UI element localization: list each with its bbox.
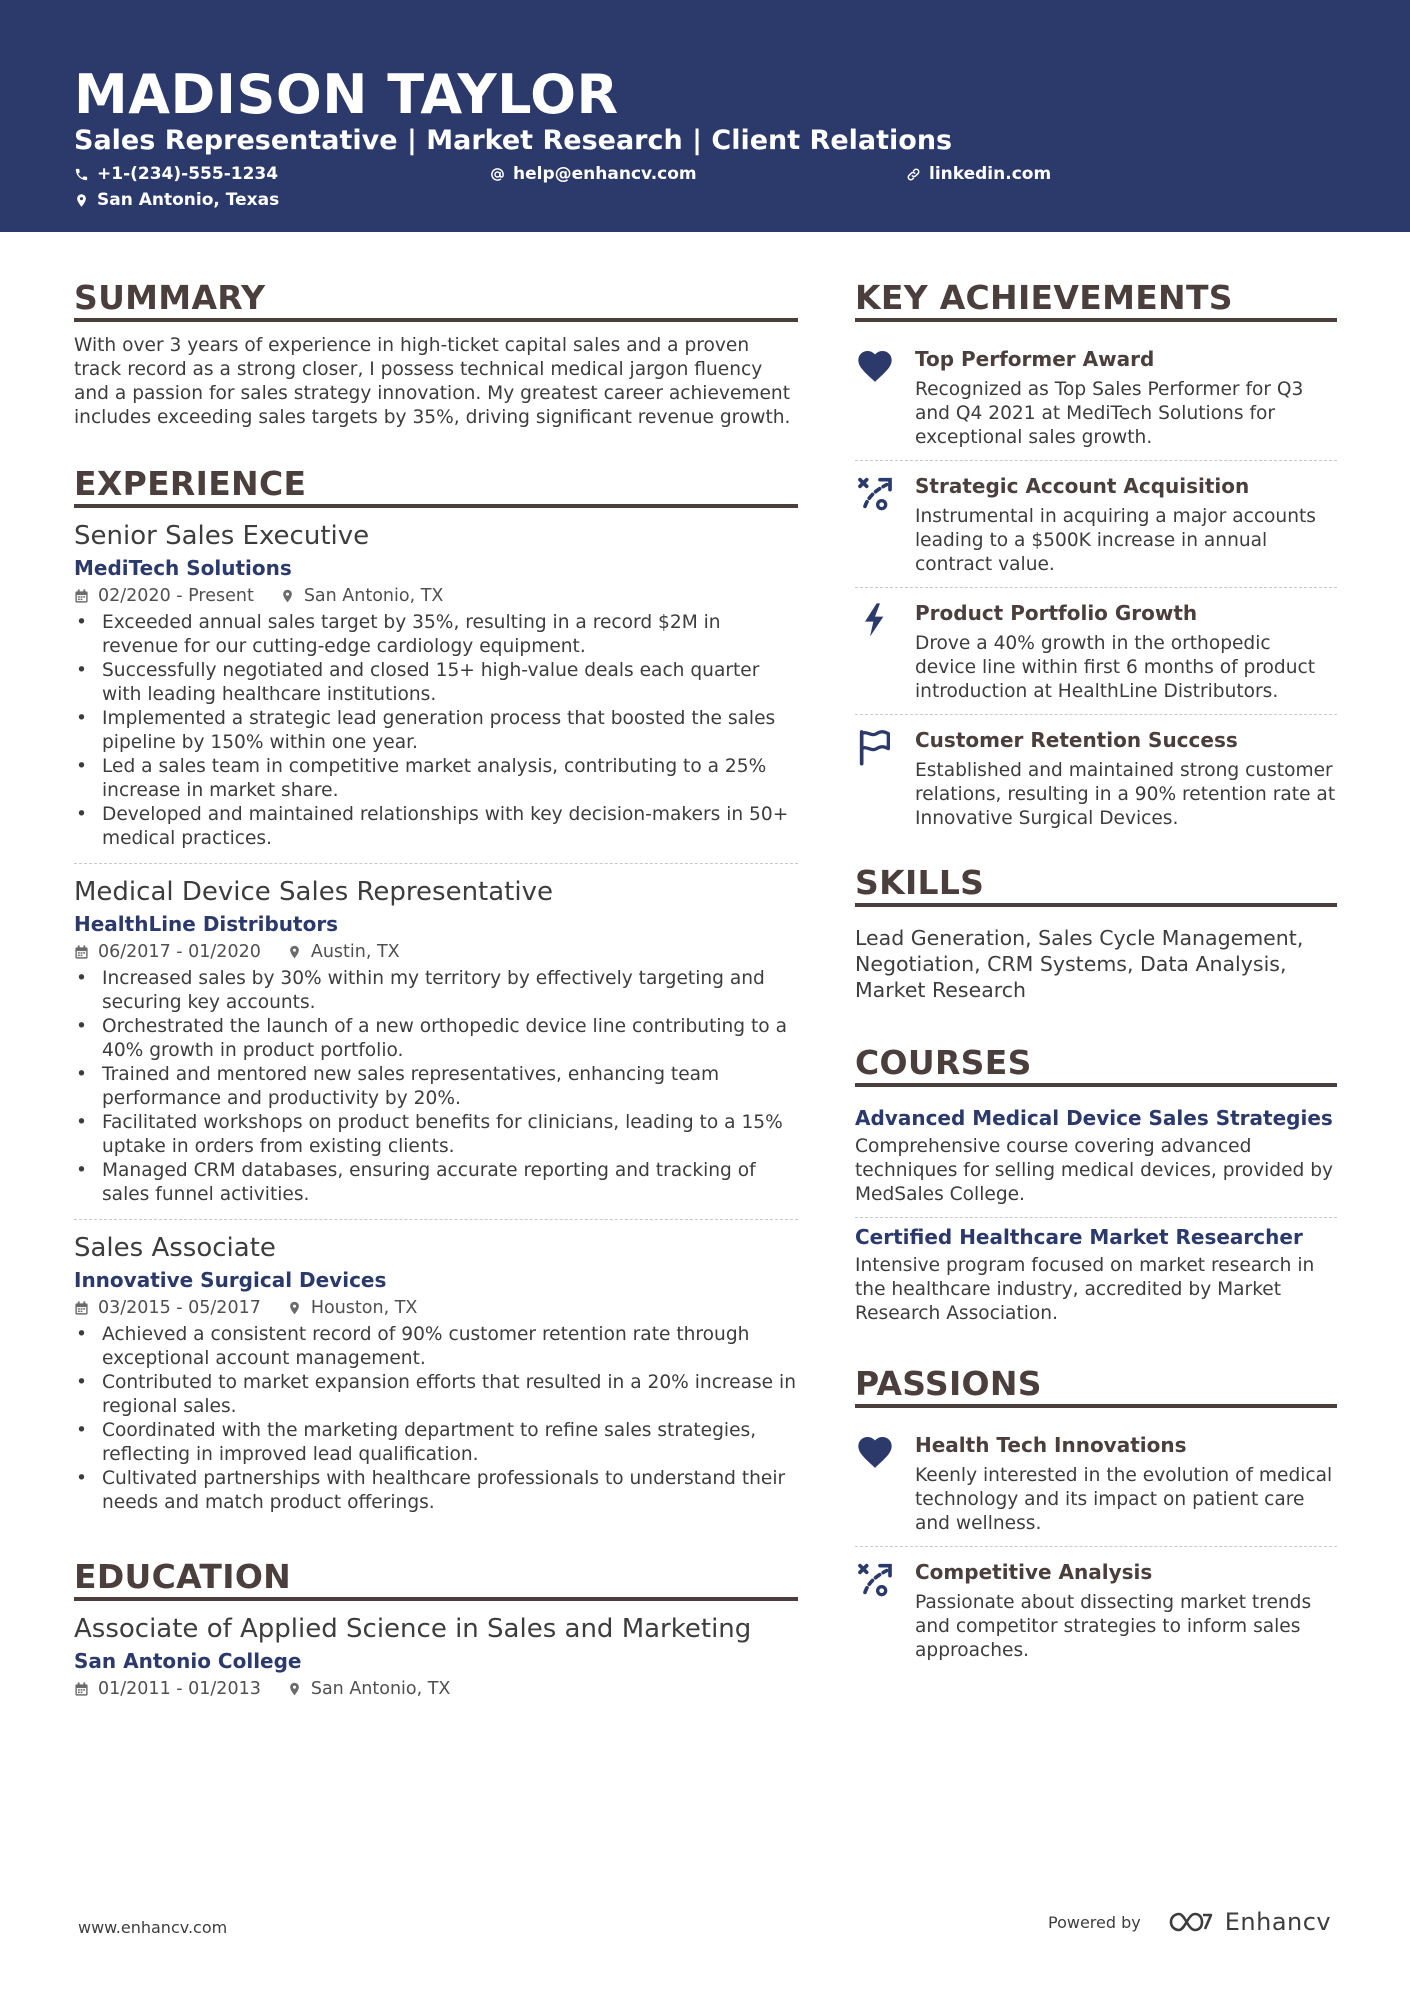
job-location xyxy=(287,1296,418,1320)
summary-text: With over 3 years of experience in high-ticket capital sales and a proven track record as a strong closer, I possess technical medical jargon fluency and a passion for sales strategy innovation. My greatest career achievement includes exceeding sales targets by 35%, driving significant revenue growth. xyxy=(74,335,791,428)
passions-section xyxy=(855,1364,1337,1673)
link-icon xyxy=(906,167,921,182)
job-dates: 06/2017 - 01/2020 xyxy=(98,942,261,962)
summary-section xyxy=(74,278,798,430)
passion-item xyxy=(855,1547,1337,1673)
achievement-desc: Established and maintained strong customer relations, resulting in a 90% retention rate at Innovative Surgical Devices. xyxy=(915,760,1336,829)
calendar-icon xyxy=(74,1300,89,1316)
brand-name: Enhancv xyxy=(1224,1908,1332,1936)
bullet-item: • Contributed to market expansion efforts that resulted in a 20% increase in regional sales. xyxy=(74,1371,798,1419)
experience-section xyxy=(74,464,798,1527)
company-name: HealthLine Distributors xyxy=(74,912,339,936)
achievement-item xyxy=(855,461,1337,588)
flag-icon xyxy=(855,727,895,767)
bullet-item: • Successfully negotiated and closed 15+ high-value deals each quarter with leading healthcare institutions. xyxy=(74,659,798,707)
achievement-item xyxy=(855,715,1337,841)
job-dates: 03/2015 - 05/2017 xyxy=(98,1298,261,1318)
achievement-desc: Recognized as Top Sales Performer for Q3 and Q4 2021 at MediTech Solutions for exceptional sales growth. xyxy=(915,379,1304,448)
achievement-title: Customer Retention Success xyxy=(915,728,1238,752)
bullet-item: • Achieved a consistent record of 90% customer retention rate through exceptional account management. xyxy=(74,1323,798,1371)
course-desc: Comprehensive course covering advanced techniques for selling medical devices, provided by MedSales College. xyxy=(855,1136,1334,1205)
candidate-headline: Sales Representative | Market Research | Client Relations xyxy=(74,125,953,156)
job-bullets xyxy=(74,611,798,851)
job-meta xyxy=(74,1296,798,1320)
strategy-icon xyxy=(855,473,895,513)
resume-header xyxy=(0,0,1410,232)
heart-icon xyxy=(855,346,895,386)
bullet-item: • Facilitated workshops on product benefits for clinicians, leading to a 15% uptake in orders from existing clients. xyxy=(74,1111,798,1159)
linkedin-text: linkedin.com xyxy=(929,164,1052,184)
bullet-item: • Coordinated with the marketing department to refine sales strategies, reflecting in improved lead qualification. xyxy=(74,1419,798,1467)
education-heading: EDUCATION xyxy=(74,1557,798,1601)
job-dates: 02/2020 - Present xyxy=(98,586,254,606)
experience-heading: EXPERIENCE xyxy=(74,464,798,508)
job-location-text: Houston, TX xyxy=(310,1298,418,1318)
achievement-title: Product Portfolio Growth xyxy=(915,601,1198,625)
location-pin-icon xyxy=(287,944,302,960)
location-text: San Antonio, Texas xyxy=(97,190,280,210)
achievement-item xyxy=(855,588,1337,715)
left-column xyxy=(74,278,798,1735)
job-title: Senior Sales Executive xyxy=(74,521,370,551)
job-meta xyxy=(74,584,798,608)
company-name: MediTech Solutions xyxy=(74,556,292,580)
job-location-text: Austin, TX xyxy=(310,942,400,962)
heart-icon xyxy=(855,1432,895,1472)
skills-heading: SKILLS xyxy=(855,863,1337,907)
summary-heading: SUMMARY xyxy=(74,278,798,322)
achievement-title: Top Performer Award xyxy=(915,347,1155,371)
skills-section xyxy=(855,863,1337,1003)
course-item xyxy=(855,1218,1337,1336)
course-title: Certified Healthcare Market Researcher xyxy=(855,1225,1303,1249)
footer-website[interactable]: www.enhancv.com xyxy=(78,1918,228,1937)
location-pin-icon xyxy=(74,193,89,208)
powered-by-label: Powered by xyxy=(1048,1912,1141,1932)
achievement-item xyxy=(855,334,1337,461)
achievements-heading: KEY ACHIEVEMENTS xyxy=(855,278,1337,322)
bullet-item: • Trained and mentored new sales representatives, enhancing team performance and productivity by 20%. xyxy=(74,1063,798,1111)
education-section xyxy=(74,1557,798,1701)
calendar-icon xyxy=(74,588,89,604)
course-title: Advanced Medical Device Sales Strategies xyxy=(855,1106,1333,1130)
enhancv-logo[interactable] xyxy=(1167,1908,1331,1936)
education-location xyxy=(287,1677,451,1701)
job-bullets xyxy=(74,1323,798,1515)
contact-location xyxy=(74,189,279,211)
skills-text: Lead Generation, Sales Cycle Management, Negotiation, CRM Systems, Data Analysis, Market Research xyxy=(855,926,1304,1002)
location-pin-icon xyxy=(287,1300,302,1316)
bullet-item: • Exceeded annual sales target by 35%, resulting in a record $2M in revenue for our cutting-edge cardiology equipment. xyxy=(74,611,798,659)
education-dates: 01/2011 - 01/2013 xyxy=(98,1679,261,1699)
course-desc: Intensive program focused on market research in the healthcare industry, accredited by Market Research Association. xyxy=(855,1255,1315,1324)
job-entry xyxy=(74,520,798,864)
achievements-section xyxy=(855,278,1337,841)
candidate-name: MADISON TAYLOR xyxy=(74,63,619,126)
job-location xyxy=(287,940,400,964)
passions-heading: PASSIONS xyxy=(855,1364,1337,1408)
bullet-item: • Implemented a strategic lead generation process that boosted the sales pipeline by 150% within one year. xyxy=(74,707,798,755)
achievement-desc: Instrumental in acquiring a major accounts leading to a $500K increase in annual contract value. xyxy=(915,506,1316,575)
achievement-title: Strategic Account Acquisition xyxy=(915,474,1250,498)
right-column xyxy=(855,278,1337,1707)
job-entry xyxy=(74,876,798,1220)
bullet-item: • Developed and maintained relationships with key decision-makers in 50+ medical practices. xyxy=(74,803,798,851)
calendar-icon xyxy=(74,944,89,960)
degree-title: Associate of Applied Science in Sales and Marketing xyxy=(74,1614,752,1644)
bullet-item: • Led a sales team in competitive market analysis, contributing to a 25% increase in market share. xyxy=(74,755,798,803)
job-meta xyxy=(74,940,798,964)
location-pin-icon xyxy=(280,588,295,604)
achievement-desc: Drove a 40% growth in the orthopedic device line within first 6 months of product introduction at HealthLine Distributors. xyxy=(915,633,1316,702)
passion-title: Competitive Analysis xyxy=(915,1560,1153,1584)
passion-item xyxy=(855,1420,1337,1547)
job-bullets xyxy=(74,967,798,1207)
education-location-text: San Antonio, TX xyxy=(310,1679,451,1699)
bullet-item: • Cultivated partnerships with healthcare professionals to understand their needs and match product offerings. xyxy=(74,1467,798,1515)
passion-title: Health Tech Innovations xyxy=(915,1433,1187,1457)
contact-email[interactable] xyxy=(490,163,697,185)
course-item xyxy=(855,1099,1337,1218)
passion-desc: Keenly interested in the evolution of medical technology and its impact on patient care and wellness. xyxy=(915,1465,1333,1534)
calendar-icon xyxy=(74,1681,89,1697)
education-meta xyxy=(74,1677,798,1701)
at-icon xyxy=(490,167,505,182)
courses-heading: COURSES xyxy=(855,1043,1337,1087)
courses-section xyxy=(855,1043,1337,1336)
contact-phone[interactable] xyxy=(74,163,278,185)
job-title: Medical Device Sales Representative xyxy=(74,877,553,907)
phone-text: +1-(234)-555-1234 xyxy=(97,164,279,184)
job-entry xyxy=(74,1232,798,1527)
enhancv-logo-icon xyxy=(1167,1909,1215,1935)
passion-desc: Passionate about dissecting market trends and competitor strategies to inform sales approaches. xyxy=(915,1592,1312,1661)
location-pin-icon xyxy=(287,1681,302,1697)
email-text: help@enhancv.com xyxy=(513,164,697,184)
bullet-item: • Managed CRM databases, ensuring accurate reporting and tracking of sales funnel activities. xyxy=(74,1159,798,1207)
school-name: San Antonio College xyxy=(74,1649,302,1673)
bullet-item: • Increased sales by 30% within my territory by effectively targeting and securing key accounts. xyxy=(74,967,798,1015)
contact-linkedin[interactable] xyxy=(906,163,1051,185)
lightning-icon xyxy=(855,600,895,640)
job-location-text: San Antonio, TX xyxy=(303,586,444,606)
company-name: Innovative Surgical Devices xyxy=(74,1268,387,1292)
job-location xyxy=(280,584,444,608)
phone-icon xyxy=(74,167,89,182)
footer-branding xyxy=(1048,1908,1331,1936)
strategy-icon xyxy=(855,1559,895,1599)
job-title: Sales Associate xyxy=(74,1233,276,1263)
bullet-item: • Orchestrated the launch of a new orthopedic device line contributing to a 40% growth in product portfolio. xyxy=(74,1015,798,1063)
